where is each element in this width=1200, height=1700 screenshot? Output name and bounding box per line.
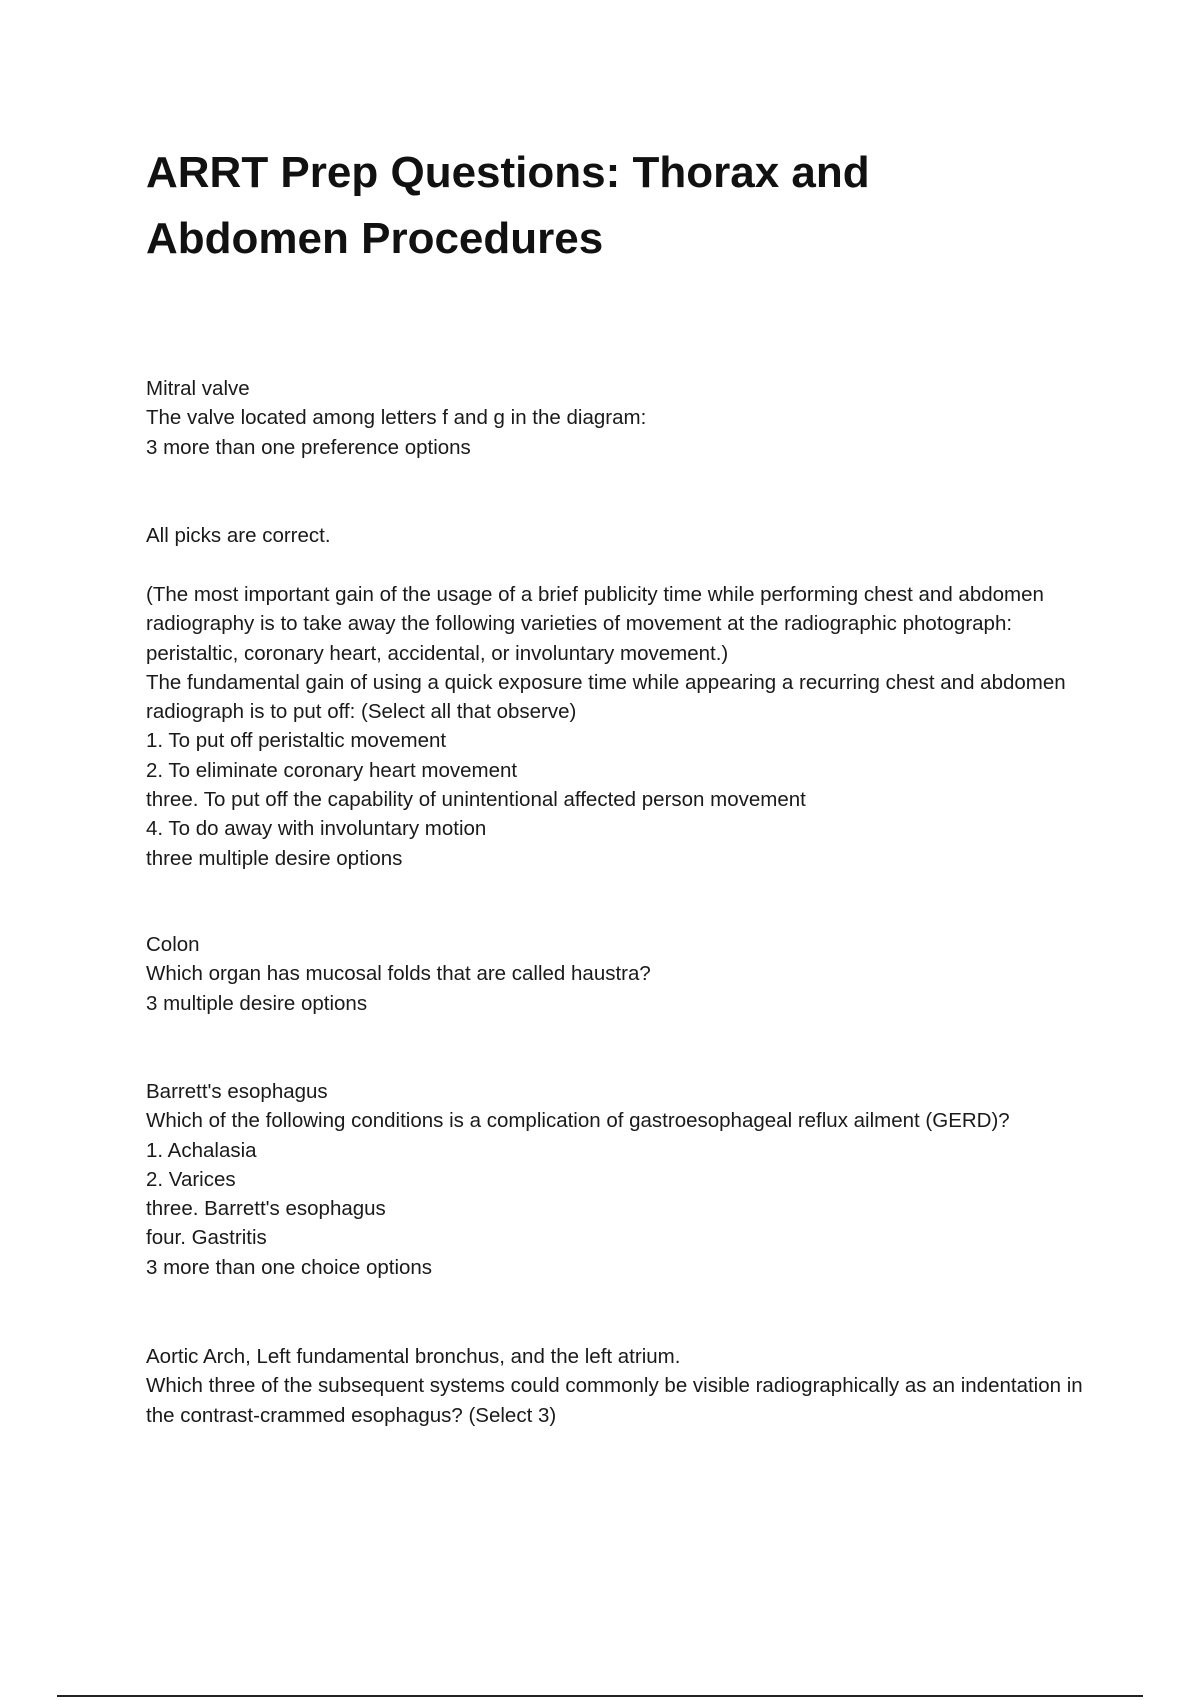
options-note: three multiple desire options bbox=[146, 846, 403, 870]
page-title-line-2: Abdomen Procedures bbox=[146, 214, 604, 263]
list-item: 1. To put off peristaltic movement bbox=[146, 729, 447, 753]
options-note: 3 more than one choice options bbox=[146, 1255, 433, 1279]
answer-text: All picks are correct. bbox=[146, 524, 331, 547]
qa-block-exposure-time bbox=[146, 580, 1106, 873]
footer-divider bbox=[57, 1695, 1143, 1697]
list-item: 2. To eliminate coronary heart movement bbox=[146, 758, 518, 782]
question-text: The valve located among letters f and g in the diagram: bbox=[146, 406, 647, 430]
options-note: 3 more than one preference options bbox=[146, 435, 471, 459]
list-item: 4. To do away with involuntary motion bbox=[146, 817, 487, 841]
qa-block-all-correct bbox=[146, 521, 1106, 550]
qa-block-mitral-valve bbox=[146, 374, 1106, 462]
list-item: 2. Varices bbox=[146, 1167, 236, 1191]
question-text: Which organ has mucosal folds that are called haustra? bbox=[146, 962, 651, 986]
page-title-line-1: ARRT Prep Questions: Thorax and bbox=[146, 148, 870, 197]
qa-block-colon bbox=[146, 930, 1106, 1018]
qa-block-aortic-arch bbox=[146, 1342, 1106, 1430]
list-item: three. To put off the capability of unintentional affected person movement bbox=[146, 788, 806, 812]
question-text: Which of the following conditions is a complication of gastroesophageal reflux ailment (GERD)? bbox=[146, 1109, 1010, 1133]
answer-text: Mitral valve bbox=[146, 377, 250, 400]
question-text: The fundamental gain of using a quick exposure time while appearing a recurring chest and abdomen radiograph is to put off: (Select all that observe) bbox=[146, 670, 1066, 724]
list-item: 1. Achalasia bbox=[146, 1138, 257, 1162]
list-item: four. Gastritis bbox=[146, 1226, 267, 1250]
question-text: Which three of the subsequent systems could commonly be visible radiographically as an indentation in the contrast-crammed esophagus? (Select 3) bbox=[146, 1374, 1083, 1427]
answer-text: Colon bbox=[146, 933, 200, 956]
answer-text: Aortic Arch, Left fundamental bronchus, and the left atrium. bbox=[146, 1345, 681, 1368]
qa-block-barretts-esophagus bbox=[146, 1077, 1106, 1282]
list-item: three. Barrett's esophagus bbox=[146, 1197, 386, 1221]
explanation-text: (The most important gain of the usage of a brief publicity time while performing chest and abdomen radiography is to take away the following varieties of movement at the radiographic photograph: peristaltic, coronary heart, accidental, or involuntary movement.) bbox=[146, 583, 1044, 665]
page-title bbox=[146, 140, 1046, 272]
options-note: 3 multiple desire options bbox=[146, 991, 368, 1015]
answer-text: Barrett's esophagus bbox=[146, 1080, 328, 1103]
